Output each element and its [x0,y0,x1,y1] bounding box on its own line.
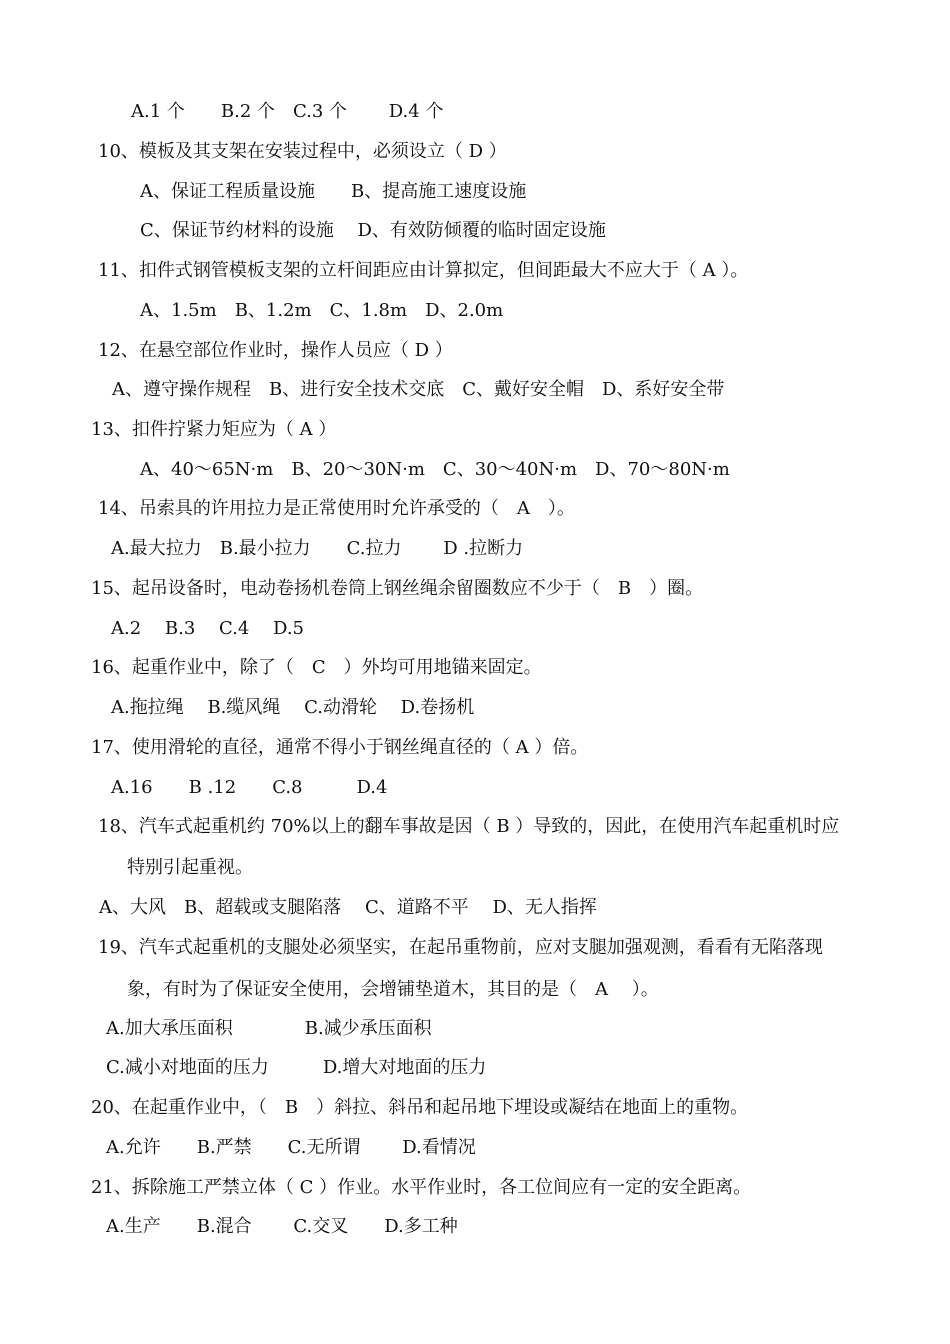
q12-options: A、遵守操作规程 B、进行安全技术交底 C、戴好安全帽 D、系好安全带 [112,379,725,400]
q19-options-row2: C.减小对地面的压力 D.增大对地面的压力 [106,1057,487,1078]
question-18-line1: 18、汽车式起重机约 70%以上的翻车事故是因（ B ）导致的，因此，在使用汽车起重机时应 [98,816,840,837]
question-18-line2: 特别引起重视。 [127,857,253,878]
q10-options-row1: A、保证工程质量设施 B、提高施工速度设施 [140,181,527,202]
question-12: 12、在悬空部位作业时，操作人员应（ D ） [98,340,453,361]
q20-options: A.允许 B.严禁 C.无所谓 D.看情况 [106,1137,476,1158]
q14-options: A.最大拉力 B.最小拉力 C.拉力 D .拉断力 [111,538,524,559]
q19-options-row1: A.加大承压面积 B.减少承压面积 [106,1018,432,1039]
question-14: 14、吊索具的许用拉力是正常使用时允许承受的（ A ）。 [98,498,575,519]
question-11: 11、扣件式钢管模板支架的立杆间距应由计算拟定，但间距最大不应大于（ A ）。 [98,260,749,281]
question-19-line2: 象，有时为了保证安全使用，会增铺垫道木，其目的是（ A ）。 [127,979,659,1000]
question-15: 15、起吊设备时，电动卷扬机卷筒上钢丝绳余留圈数应不少于（ B ）圈。 [91,578,704,599]
question-16: 16、起重作业中，除了（ C ）外均可用地锚来固定。 [91,657,542,678]
q21-options: A.生产 B.混合 C.交叉 D.多工种 [106,1216,458,1237]
q18-options: A、大风 B、超载或支腿陷落 C、道路不平 D、无人指挥 [99,897,597,918]
question-10: 10、模板及其支架在安装过程中，必须设立（ D ） [98,141,507,162]
question-19-line1: 19、汽车式起重机的支腿处必须坚实，在起吊重物前，应对支腿加强观测，看看有无陷落现 [98,937,823,958]
q13-options: A、40～65N·m B、20～30N·m C、30～40N·m D、70～80N·m [140,459,730,480]
question-17: 17、使用滑轮的直径，通常不得小于钢丝绳直径的（ A ）倍。 [91,737,589,758]
q10-options-row2: C、保证节约材料的设施 D、有效防倾覆的临时固定设施 [140,220,606,241]
question-21: 21、拆除施工严禁立体（ C ）作业。水平作业时，各工位间应有一定的安全距离。 [91,1177,752,1198]
q15-options: A.2 B.3 C.4 D.5 [111,618,305,639]
q9-options: A.1 个 B.2 个 C.3 个 D.4 个 [131,101,444,122]
question-20: 20、在起重作业中，（ B ）斜拉、斜吊和起吊地下埋设或凝结在地面上的重物。 [91,1097,749,1118]
q11-options: A、1.5m B、1.2m C、1.8m D、2.0m [140,300,504,321]
q16-options: A.拖拉绳 B.缆风绳 C.动滑轮 D.卷扬机 [111,697,475,718]
question-13: 13、扣件拧紧力矩应为（ A ） [91,419,337,440]
q17-options: A.16 B .12 C.8 D.4 [111,777,388,798]
